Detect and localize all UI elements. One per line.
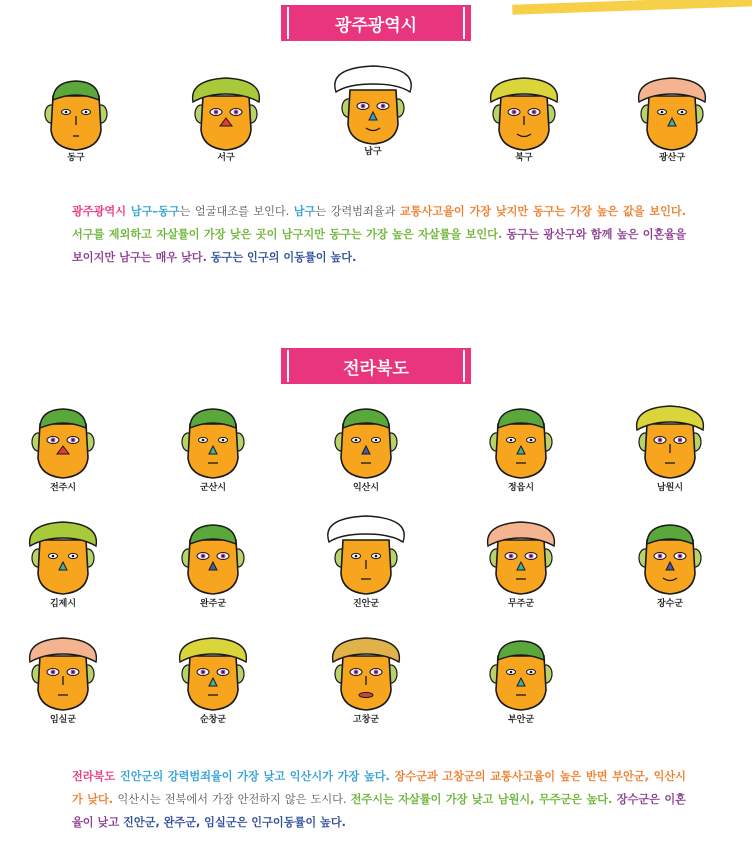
face-무주군 [476, 512, 566, 612]
face-label: 북구 [515, 153, 533, 163]
description-segment: 장수군 [616, 793, 650, 806]
face-drawing [168, 628, 258, 714]
face-drawing [168, 512, 258, 598]
face-동구 [31, 68, 121, 168]
face-label: 김제시 [49, 599, 77, 609]
description-segment: 가 가장 높다. [322, 770, 395, 783]
face-label: 장수군 [656, 599, 684, 609]
description-gwangju [72, 200, 686, 269]
face-광산구 [627, 68, 717, 168]
description-segment: 남구 [293, 205, 316, 218]
face-익산시 [321, 396, 411, 496]
face-label: 무주군 [507, 599, 535, 609]
description-segment: 동구 [329, 228, 351, 241]
corner-decoration [512, 0, 752, 15]
face-정읍시 [476, 396, 566, 496]
face-남구 [328, 62, 418, 162]
section-title-text: 전라북도 [343, 358, 409, 379]
description-segment: 고창군 [442, 770, 475, 783]
face-label: 전주시 [49, 483, 77, 493]
description-segment: 동구 [210, 251, 233, 264]
face-drawing [476, 396, 566, 482]
description-segment: 과 [426, 770, 443, 783]
face-drawing [479, 68, 569, 154]
face-고창군 [321, 628, 411, 728]
section-title-text: 광주광역시 [334, 15, 418, 36]
description-segment: 은 이혼율이 낮고 [72, 793, 686, 829]
description-segment: 남구 [281, 228, 304, 241]
description-segment: 는 자살률이 가장 낮고 [383, 793, 498, 806]
description-segment: 광주광역시 [72, 205, 131, 218]
description-segment: 가 낮다. [72, 793, 118, 806]
description-segment: 진안군, 완주군, 임실군 [123, 816, 237, 829]
face-drawing [321, 628, 411, 714]
description-segment: 와 함께 높은 이혼율을 보이지만 남구는 매우 낮다. [72, 228, 686, 264]
description-segment: 는 [528, 228, 544, 241]
face-label: 동구 [67, 153, 85, 163]
face-label: 고창군 [352, 715, 380, 725]
description-segment: 는 얼굴대조를 보인다. [179, 205, 294, 218]
face-label: 순창군 [199, 715, 227, 725]
face-drawing [31, 68, 121, 154]
face-drawing [625, 512, 715, 598]
face-군산시 [168, 396, 258, 496]
description-segment: 하고 자살률이 가장 낮은 곳이 [130, 228, 282, 241]
description-segment: 부안군, 익산시 [612, 770, 686, 783]
face-label: 남원시 [656, 483, 684, 493]
face-김제시 [18, 512, 108, 612]
face-진안군 [321, 512, 411, 612]
description-segment: 는 가장 높은 값을 보인다. [554, 205, 686, 218]
description-segment: 익산시 [289, 770, 323, 783]
face-drawing [321, 512, 411, 598]
face-장수군 [625, 512, 715, 612]
face-label: 정읍시 [507, 483, 535, 493]
description-segment: 광산구 [543, 228, 576, 241]
description-segment: 지만 [303, 228, 330, 241]
description-segment: 동구 [506, 228, 529, 241]
description-segment: 전라북도 [72, 770, 120, 783]
description-segment: 은 높다. [571, 793, 617, 806]
face-완주군 [168, 512, 258, 612]
description-segment: 서구를 제외 [72, 228, 131, 241]
description-segment: 의 강력범죄율이 가장 낮고 [152, 770, 290, 783]
face-label: 임실군 [49, 715, 77, 725]
description-segment: 는 가장 높은 자살률을 보인다. [350, 228, 507, 241]
face-drawing [328, 62, 418, 148]
face-drawing [18, 512, 108, 598]
description-segment: 익산시는 전북에서 가장 안전하지 않은 도시다. [117, 793, 351, 806]
face-drawing [18, 628, 108, 714]
face-label: 진안군 [352, 599, 380, 609]
description-segment: 는 강력범죄율과 [315, 205, 400, 218]
face-drawing [181, 68, 271, 154]
description-segment: 전주시 [350, 793, 384, 806]
face-label: 광산구 [658, 153, 686, 163]
face-북구 [479, 68, 569, 168]
description-segment: 교통사고율이 가장 낮지만 [399, 205, 533, 218]
face-label: 익산시 [352, 483, 380, 493]
face-drawing [476, 628, 566, 714]
hat-shape [328, 516, 404, 542]
hat-shape [335, 66, 411, 92]
face-drawing [168, 396, 258, 482]
section-title-gwangju [281, 5, 471, 41]
face-전주시 [18, 396, 108, 496]
face-label: 부안군 [507, 715, 535, 725]
face-drawing [321, 396, 411, 482]
face-drawing [627, 68, 717, 154]
face-label: 남구 [364, 147, 382, 157]
description-segment: 남구–동구 [130, 205, 180, 218]
description-jeonbuk [72, 765, 686, 834]
description-segment: 은 인구이동률이 높다. [236, 816, 346, 829]
description-segment: 동구 [533, 205, 555, 218]
description-segment: 의 교통사고율이 높은 반면 [474, 770, 613, 783]
face-label: 완주군 [199, 599, 227, 609]
description-segment: 장수군 [394, 770, 427, 783]
face-drawing [18, 396, 108, 482]
description-segment: 는 인구의 이동률이 높다. [232, 251, 357, 264]
face-label: 서구 [217, 153, 235, 163]
description-segment: 남원시, 무주군 [497, 793, 572, 806]
face-부안군 [476, 628, 566, 728]
face-남원시 [625, 396, 715, 496]
face-drawing [476, 512, 566, 598]
face-서구 [181, 68, 271, 168]
face-임실군 [18, 628, 108, 728]
section-title-jeonbuk [281, 348, 471, 384]
face-drawing [625, 396, 715, 482]
face-순창군 [168, 628, 258, 728]
face-label: 군산시 [199, 483, 227, 493]
description-segment: 진안군 [119, 770, 153, 783]
